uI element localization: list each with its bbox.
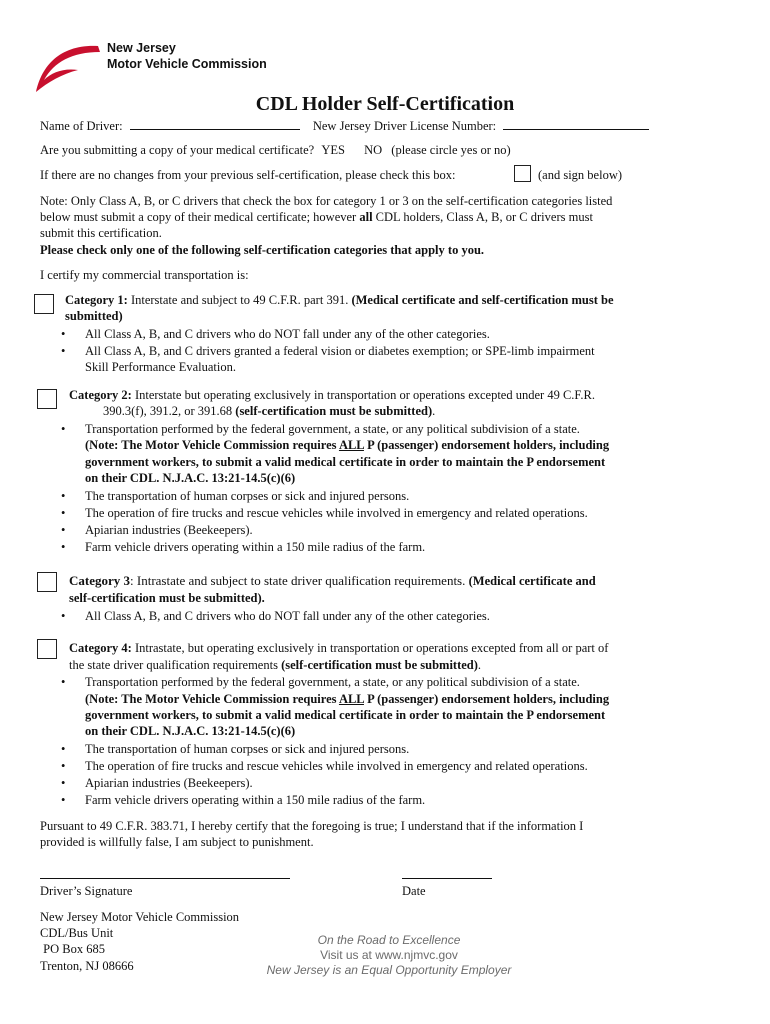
category-2-checkbox[interactable]	[37, 389, 57, 409]
category-4-desc: Intrastate, but operating exclusively in transportation or operations excepted from all or part of	[134, 641, 609, 655]
name-row	[40, 117, 649, 134]
certification-line1: Pursuant to 49 C.F.R. 383.71, I hereby certify that the foregoing is true; I understand that if the information I	[40, 819, 584, 833]
list-item: • Apiarian industries (Beekeepers).	[61, 776, 253, 790]
category-1-req: (Medical certificate and self-certification must be	[351, 293, 614, 307]
category-2-label: Category 2:	[69, 388, 132, 402]
category-4-heading	[69, 640, 730, 656]
footer-website[interactable]: Visit us at www.njmvc.gov	[320, 948, 458, 962]
category-2-heading	[69, 387, 730, 403]
category-1-desc: Interstate and subject to 49 C.F.R. part 391.	[130, 293, 349, 307]
note-line2	[40, 209, 730, 225]
medical-question: Are you submitting a copy of your medical certificate?	[40, 143, 315, 157]
no-change-checkbox[interactable]	[514, 165, 531, 182]
category-3-req-cont: self-certification must be submitted).	[69, 591, 265, 605]
category-2-note-cont: government workers, to submit a valid medical certificate in order to maintain the P endorsement	[85, 455, 606, 469]
address-line2: CDL/Bus Unit	[40, 926, 114, 940]
list-item-cont: Skill Performance Evaluation.	[85, 360, 237, 374]
address-line1: New Jersey Motor Vehicle Commission	[40, 910, 240, 924]
address-line3: PO Box 685	[40, 942, 105, 956]
org-name-line2: Motor Vehicle Commission	[107, 57, 267, 71]
date-line[interactable]	[402, 878, 492, 879]
category-4-req: (self-certification must be submitted)	[281, 658, 478, 672]
category-3-desc: : Intrastate and subject to state driver qualification requirements.	[130, 573, 466, 588]
category-1-req-cont: submitted)	[65, 309, 123, 323]
category-4-note: (Note: The Motor Vehicle Commission requires ALL P (passenger) endorsement holders, including	[85, 692, 610, 706]
njmvc-logo	[32, 34, 104, 96]
category-1-label: Category 1:	[65, 293, 128, 307]
list-item: • Transportation performed by the federal government, a state, or any political subdivision of a state.	[61, 675, 580, 689]
no-change-text: If there are no changes from your previous self-certification, please check this box:	[40, 168, 456, 182]
list-item: • Farm vehicle drivers operating within a 150 mile radius of the farm.	[61, 793, 426, 807]
category-2-note-cont: on their CDL. N.J.A.C. 13:21-14.5(c)(6)	[85, 471, 296, 485]
page-title: CDL Holder Self-Certification	[255, 93, 515, 115]
category-3-label: Category 3	[69, 573, 131, 588]
medical-question-row	[40, 142, 511, 158]
category-4-note-cont: on their CDL. N.J.A.C. 13:21-14.5(c)(6)	[85, 724, 296, 738]
category-2-note: (Note: The Motor Vehicle Commission requires ALL P (passenger) endorsement holders, including	[85, 438, 610, 452]
list-item: • All Class A, B, and C drivers granted a federal vision or diabetes exemption; or SPE-limb impairment	[61, 344, 595, 358]
category-4-checkbox[interactable]	[37, 639, 57, 659]
yes-option[interactable]: YES	[321, 143, 345, 157]
sign-below-text: (and sign below)	[538, 168, 623, 182]
category-3-heading	[69, 573, 730, 589]
license-label: New Jersey Driver License Number:	[312, 119, 497, 133]
list-item: • Farm vehicle drivers operating within a 150 mile radius of the farm.	[61, 540, 426, 554]
note-line1: Note: Only Class A, B, or C drivers that check the box for category 1 or 3 on the self-certification categories listed	[40, 194, 613, 208]
name-field[interactable]	[130, 117, 300, 130]
footer-eoe: New Jersey is an Equal Opportunity Employer	[266, 963, 512, 977]
category-4-heading-cont: the state driver qualification requirements (self-certification must be submitted).	[69, 658, 482, 672]
note-text-a: below must submit a copy of their medical certificate; however	[40, 210, 357, 224]
list-item: • The operation of fire trucks and rescue vehicles while involved in emergency and related operations.	[61, 506, 588, 520]
note-line3: submit this certification.	[40, 226, 162, 240]
org-name-line1: New Jersey	[107, 41, 176, 55]
driver-signature-line[interactable]	[40, 878, 290, 879]
note-all: all	[359, 210, 373, 224]
note-text-b: CDL holders, Class A, B, or C drivers must	[375, 210, 593, 224]
list-item: • The operation of fire trucks and rescue vehicles while involved in emergency and related operations.	[61, 759, 588, 773]
list-item: • The transportation of human corpses or sick and injured persons.	[61, 489, 410, 503]
no-option[interactable]: NO	[364, 143, 383, 157]
circle-note: (please circle yes or no)	[391, 143, 511, 157]
category-1-heading	[65, 292, 730, 308]
name-label: Name of Driver:	[40, 119, 123, 133]
category-3-req: (Medical certificate and	[468, 574, 596, 588]
driver-signature-label: Driver’s Signature	[40, 884, 133, 898]
certify-intro: I certify my commercial transportation is:	[40, 268, 249, 282]
category-2-heading-cont: 390.3(f), 391.2, or 391.68 (self-certification must be submitted).	[103, 404, 436, 418]
license-field[interactable]	[503, 117, 649, 130]
address-line4: Trenton, NJ 08666	[40, 959, 134, 973]
list-item: • All Class A, B, and C drivers who do NOT fall under any of the other categories.	[61, 327, 490, 341]
list-item: • Apiarian industries (Beekeepers).	[61, 523, 253, 537]
date-label: Date	[402, 884, 426, 898]
footer-tagline: On the Road to Excellence	[317, 933, 461, 947]
category-4-note-cont: government workers, to submit a valid medical certificate in order to maintain the P endorsement	[85, 708, 606, 722]
check-only-instruction: Please check only one of the following self-certification categories that apply to you.	[40, 243, 485, 257]
category-2-req: (self-certification must be submitted)	[235, 404, 433, 418]
list-item: • The transportation of human corpses or sick and injured persons.	[61, 742, 410, 756]
category-1-checkbox[interactable]	[34, 294, 54, 314]
certification-line2: provided is willfully false, I am subject to punishment.	[40, 835, 314, 849]
category-2-desc: Interstate but operating exclusively in transportation or operations excepted under 49 C.F.R.	[134, 388, 595, 402]
category-3-checkbox[interactable]	[37, 572, 57, 592]
list-item: • Transportation performed by the federal government, a state, or any political subdivision of a state.	[61, 422, 580, 436]
list-item: • All Class A, B, and C drivers who do NOT fall under any of the other categories.	[61, 609, 490, 623]
category-4-label: Category 4:	[69, 641, 132, 655]
